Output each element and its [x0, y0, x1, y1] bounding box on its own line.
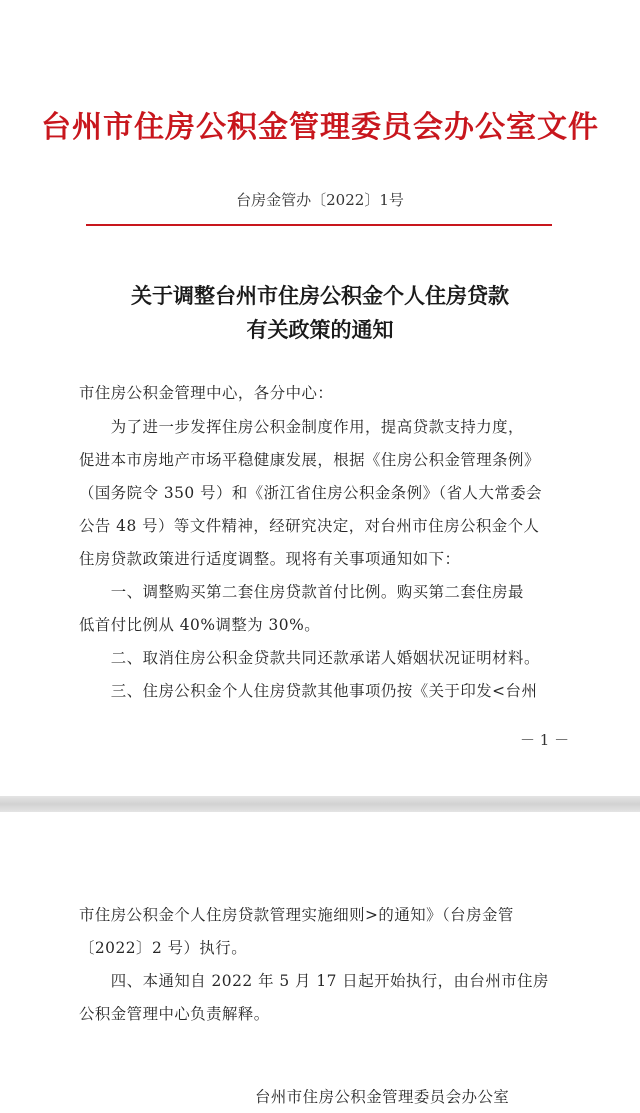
body-line: 四、本通知自 2022 年 5 月 17 日起开始执行，由台州市住房 — [79, 972, 549, 990]
document-number: 台房金管办〔2022〕1号 — [236, 191, 404, 209]
body-line: 为了进一步发挥住房公积金制度作用，提高贷款支持力度， — [79, 418, 524, 436]
red-separator-line — [86, 224, 552, 226]
body-line: 三、住房公积金个人住房贷款其他事项仍按《关于印发<台州 — [79, 682, 538, 700]
body-line: 一、调整购买第二套住房贷款首付比例。购买第二套住房最 — [79, 583, 524, 601]
body-line: 低首付比例从 40%调整为 30%。 — [79, 616, 321, 634]
notice-title-line-1: 关于调整台州市住房公积金个人住房贷款 — [131, 283, 509, 308]
body-line: 〔2022〕2 号）执行。 — [79, 939, 248, 957]
document-header-title: 台州市住房公积金管理委员会办公室文件 — [41, 110, 599, 145]
body-line: 促进本市房地产市场平稳健康发展，根据《住房公积金管理条例》 — [79, 451, 540, 469]
salutation: 市住房公积金管理中心，各分中心： — [79, 384, 334, 402]
body-line: 住房贷款政策进行适度调整。现将有关事项通知如下： — [79, 550, 461, 568]
page-divider — [0, 796, 640, 812]
body-line: 公积金管理中心负责解释。 — [79, 1005, 270, 1023]
issuer-signature: 台州市住房公积金管理委员会办公室 — [255, 1088, 510, 1106]
body-line: 公告 48 号）等文件精神，经研究决定，对台州市住房公积金个人 — [79, 517, 540, 535]
body-line: 市住房公积金个人住房贷款管理实施细则>的通知》（台房金管 — [79, 906, 514, 924]
page-number: － 1 － — [520, 731, 570, 749]
body-line: （国务院令 350 号）和《浙江省住房公积金条例》（省人大常委会 — [79, 484, 543, 502]
body-line: 二、取消住房公积金贷款共同还款承诺人婚姻状况证明材料。 — [79, 649, 540, 667]
notice-title-line-2: 有关政策的通知 — [246, 317, 394, 342]
